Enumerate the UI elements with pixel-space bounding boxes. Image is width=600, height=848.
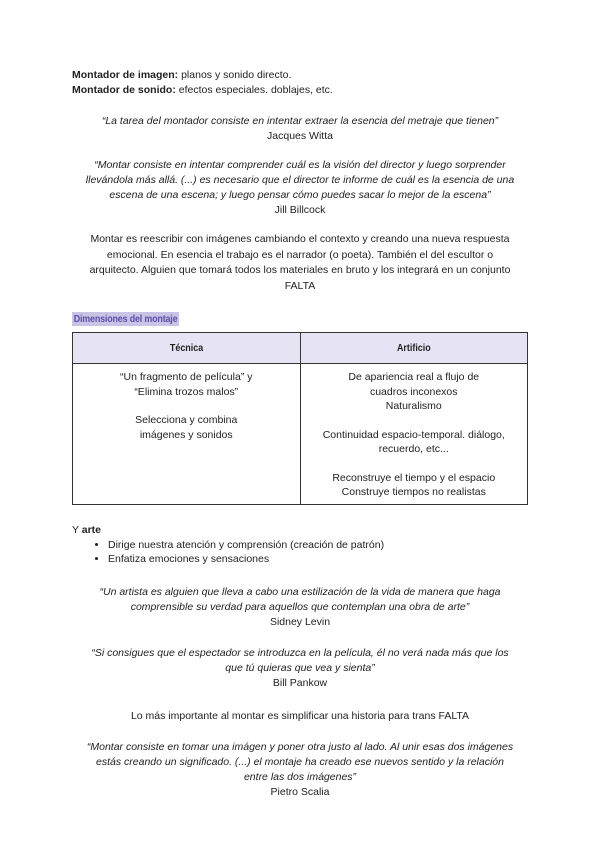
- artificio-line7: Construye tiempos no realistas: [341, 486, 486, 498]
- quote-levin-author: Sidney Levin: [269, 615, 331, 628]
- intro-line-sonido: [72, 83, 528, 98]
- table-header-tecnica: Técnica: [73, 333, 301, 364]
- quote-scalia-author: Pietro Scalia: [270, 785, 330, 798]
- statement-simplificar: Lo más importante al montar es simplificar una historia para trans FALTA: [130, 709, 470, 722]
- quote-scalia: [72, 740, 528, 800]
- document-page: [72, 68, 528, 800]
- intro-label-sonido: Montador de sonido:: [72, 84, 176, 96]
- y-arte-list: [72, 538, 528, 567]
- quote-scalia-line3: entre las dos imágenes”: [243, 770, 357, 783]
- artificio-line2: cuadros inconexos: [369, 385, 458, 398]
- quote-billcock-line1: “Montar consiste en intentar comprender cuál es la visión del director y luego sorprender: [94, 159, 506, 171]
- paragraph-line2: emocional. En esencia el trabajo es el narrador (o poeta). También el del escultor o: [106, 248, 494, 261]
- artificio-line1: De apariencia real a flujo de: [348, 371, 480, 383]
- table-cell-artificio: [300, 364, 528, 505]
- intro-label-imagen: Montador de imagen:: [72, 69, 179, 81]
- quote-billcock-line3: escena de una escena; y luego pensar cómo puedes sacar lo mejor de la escena”: [109, 189, 491, 201]
- artificio-line3: Naturalismo: [385, 400, 442, 412]
- table-row: [73, 364, 528, 505]
- tecnica-line3: Selecciona y combina: [135, 414, 238, 426]
- tecnica-line1: “Un fragmento de película” y: [120, 371, 253, 383]
- table-header-artificio: Artificio: [300, 333, 528, 364]
- tecnica-line2: “Elimina trozos malos”: [134, 385, 239, 398]
- quote-levin-line1: “Un artista es alguien que lleva a cabo una estilización de la vida de manera que haga: [99, 585, 501, 598]
- intro-text-imagen: planos y sonido directo.: [178, 69, 292, 81]
- quote-witta: [72, 114, 528, 144]
- quote-witta-author: Jacques Witta: [267, 130, 333, 142]
- dimensions-table: [72, 332, 528, 505]
- quote-billcock-line2: llevándola más allá. (...) es necesario que el director te informe de cuál es la esencia de una: [85, 174, 515, 186]
- intro-line-imagen: [72, 68, 528, 83]
- list-item: • Dirige nuestra atención y comprensión (creación de patrón): [108, 538, 528, 553]
- artificio-line6: Reconstruye el tiempo y el espacio: [332, 471, 496, 484]
- quote-pankow: [72, 646, 528, 691]
- paragraph-line4: FALTA: [284, 279, 316, 292]
- y-arte-bold: arte: [81, 523, 101, 536]
- quote-scalia-line1: “Montar consiste en tomar una imágen y poner otra justo al lado. Al unir esas dos imágenes: [86, 740, 514, 753]
- quote-pankow-line2: que tú quieras que vea y sienta”: [225, 661, 375, 674]
- quote-billcock: [72, 158, 528, 218]
- paragraph-line1: Montar es reescribir con imágenes cambiando el contexto y creando una nueva respuesta: [90, 233, 510, 245]
- section-title: Dimensiones del montaje: [73, 313, 178, 325]
- tecnica-line4: imágenes y sonidos: [139, 428, 233, 441]
- quote-scalia-line2: estás creando un significado. (...) el montaje ha creado ese nuevos sentido y la relación: [96, 755, 504, 768]
- paragraph-reescribir: [72, 232, 528, 294]
- quote-levin: [72, 585, 528, 630]
- y-arte-heading: Y arte: [72, 523, 101, 536]
- quote-billcock-author: Jill Billcock: [274, 204, 326, 216]
- quote-levin-line2: comprensible su verdad para aquellos que contemplan una obra de arte”: [130, 600, 470, 613]
- artificio-line5: recuerdo, etc...: [378, 443, 449, 455]
- intro-text-sonido: efectos especiales. doblajes, etc.: [175, 84, 333, 96]
- quote-witta-text: “La tarea del montador consiste en intentar extraer la esencia del metraje que tienen”: [101, 115, 499, 127]
- quote-pankow-line1: “Si consigues que el espectador se introduzca en la película, él no verá nada más que los: [91, 646, 509, 659]
- table-header-row: [73, 333, 528, 364]
- quote-pankow-author: Bill Pankow: [272, 676, 328, 689]
- table-cell-tecnica: [73, 364, 301, 505]
- paragraph-line3: arquitecto. Alguien que tomará todos los materiales en bruto y los integrará en un conjunto: [89, 264, 511, 276]
- artificio-line4: Continuidad espacio-temporal. diálogo,: [322, 428, 505, 441]
- list-item: • Enfatiza emociones y sensaciones: [108, 552, 528, 567]
